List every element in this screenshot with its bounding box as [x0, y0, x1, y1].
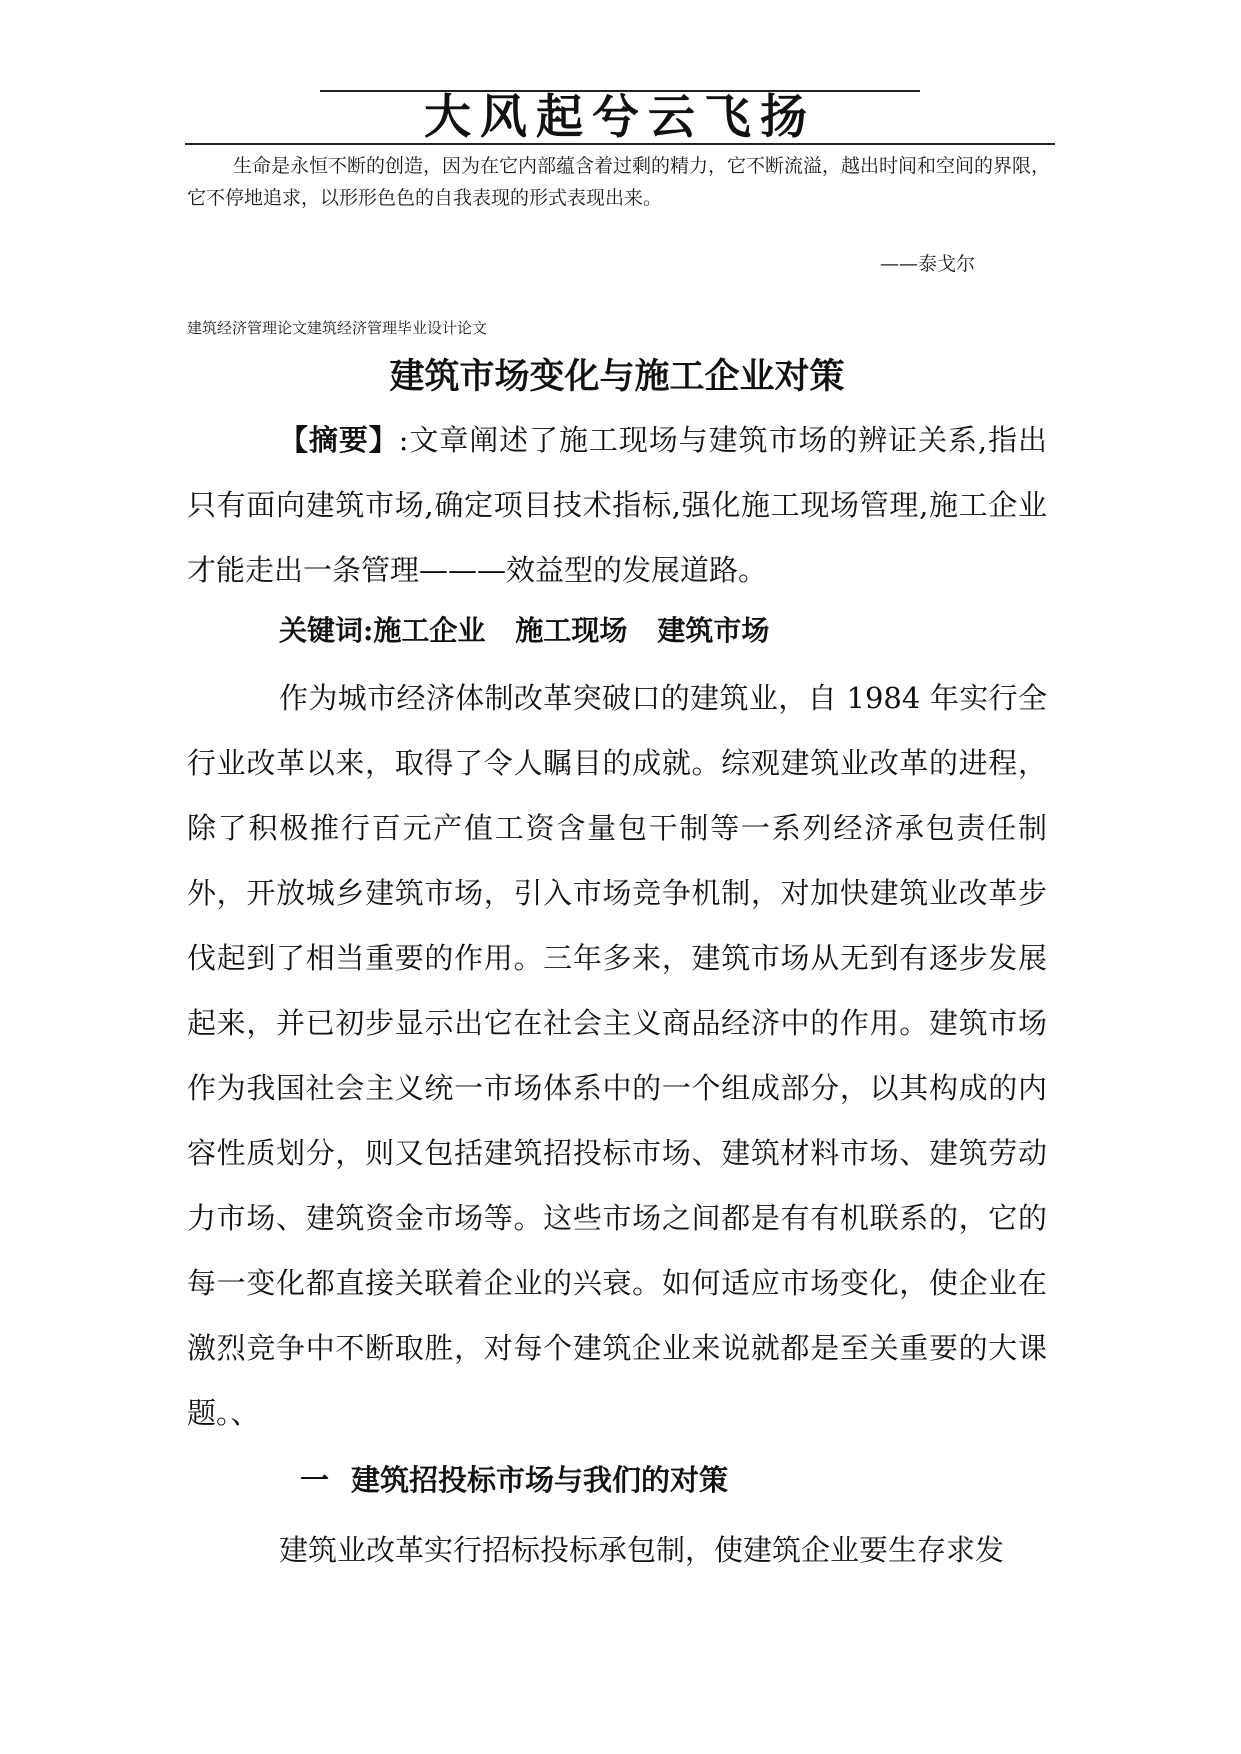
intro-paragraph	[187, 666, 1047, 1446]
keyword-item: 施工现场	[515, 614, 628, 647]
keywords-label: 关键词:	[279, 614, 374, 647]
section-number: 一	[300, 1463, 330, 1497]
banner-title: 大风起兮云飞扬	[424, 90, 816, 145]
section-text: 建筑业改革实行招标投标承包制，使建筑企业要生存求发	[279, 1533, 1005, 1567]
keywords-line	[279, 606, 769, 656]
section-heading	[300, 1455, 728, 1505]
intro-text: 作为城市经济体制改革突破口的建筑业，自 1984 年实行全行业改革以来，取得了令人瞩目的成就。综观建筑业改革的进程，除了积极推行百元产值工资含量包干制等一系列经济承包责任制外，开放城乡建筑市场，引入市场竞争机制，对加快建筑业改革步伐起到了相当重要的作用。三年多来，建筑市场从无到有逐步发展起来，并已初步显示出它在社会主义商品经济中的作用。建筑市场作为我国社会主义统一市场体系中的一个组成部分，以其构成的内容性质划分，则又包括建筑招投标市场、建筑材料市场、建筑劳动力市场、建筑资金市场等。这些市场之间都是有有机联系的，它的每一变化都直接关联着企业的兴衰。如何适应市场变化，使企业在激烈竞争中不断取胜，对每个建筑企业来说就都是至关重要的大课题。、	[187, 681, 1047, 1430]
header-note: 建筑经济管理论文建筑经济管理毕业设计论文	[187, 319, 488, 337]
epigraph-text: 生命是永恒不断的创造，因为在它内部蕴含着过剩的精力，它不断流溢，越出时间和空间的界限，它不停地追求，以形形色色的自我表现的形式表现出来。	[187, 155, 1051, 209]
abstract-text: :文章阐述了施工现场与建筑市场的辨证关系,指出只有面向建筑市场,确定项目技术指标,强化施工现场管理,施工企业才能走出一条管理———效益型的发展道路。	[187, 423, 1047, 587]
section-paragraph	[187, 1518, 1047, 1583]
keyword-item: 施工企业	[373, 614, 486, 647]
abstract-paragraph	[187, 408, 1047, 603]
epigraph-quote	[187, 150, 1057, 214]
banner-bottom-rule	[185, 143, 1055, 145]
document-title: 建筑市场变化与施工企业对策	[389, 356, 845, 397]
abstract-label: 【摘要】	[279, 423, 399, 457]
section-title: 建筑招投标市场与我们的对策	[351, 1463, 729, 1497]
epigraph-author: ——泰戈尔	[880, 253, 976, 275]
keyword-item: 建筑市场	[657, 614, 770, 647]
